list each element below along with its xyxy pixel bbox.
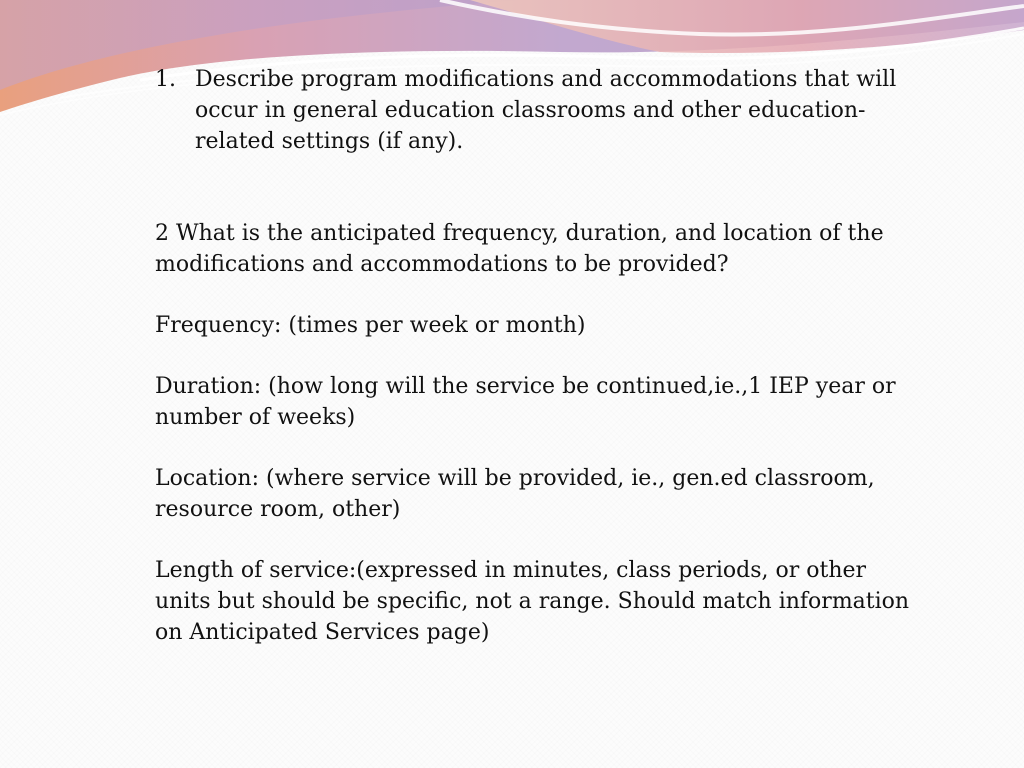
duration-text: Duration: (how long will the service be continued,ie.,1 IEP year or number of weeks): [155, 374, 896, 430]
item-1-text: Describe program modifications and accommodations that will occur in general education classrooms and other education-related settings (if any).: [195, 67, 897, 154]
item-1: [155, 64, 915, 157]
location-text: Location: (where service will be provided, ie., gen.ed classroom, resource room, other): [155, 466, 875, 522]
slide-content: [155, 64, 915, 648]
length-of-service-text: Length of service:(expressed in minutes, class periods, or other units but should be specific, not a range. Should match information on Anticipated Services page): [155, 558, 910, 645]
item-1-number: 1.: [155, 67, 176, 92]
question-2: 2 What is the anticipated frequency, duration, and location of the modifications and accommodations to be provided?: [155, 221, 884, 277]
frequency-text: Frequency: (times per week or month): [155, 313, 586, 338]
